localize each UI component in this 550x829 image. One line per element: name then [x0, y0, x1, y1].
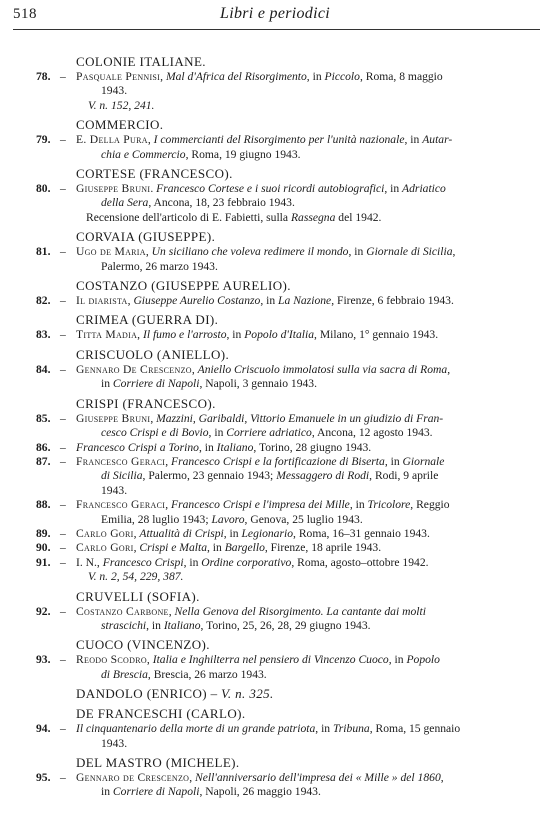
entry — [36, 441, 510, 455]
entry-dash: – — [60, 245, 66, 259]
text-segment: I. N., — [76, 555, 103, 569]
entry — [36, 294, 510, 308]
entry — [36, 771, 510, 800]
text-segment: , — [168, 604, 175, 618]
author-name: Gennaro de Crescenzo — [76, 771, 190, 784]
entry-line — [76, 541, 510, 555]
entry-line — [76, 605, 510, 619]
italic-text: Giornale — [402, 454, 445, 468]
italic-text: Italia e Inghilterra nel pensiero di Vincenzo Cuoco — [152, 653, 389, 667]
italic-text: Corriere di Napoli — [112, 785, 200, 799]
entry-line — [76, 570, 510, 584]
text-segment: 1943. — [101, 736, 128, 750]
section-heading: CRISCUOLO (ANIELLO). — [76, 346, 230, 362]
text-segment: , Milano, 1° gennaio 1943. — [314, 328, 439, 342]
italic-text: Popolo d'Italia — [244, 328, 315, 342]
italic-text: Autar- — [422, 133, 453, 147]
entry-dash: – — [60, 70, 66, 83]
italic-text: Giuseppe Aurelio Costanzo — [133, 294, 261, 308]
text-segment: Palermo, 26 marzo 1943. — [101, 259, 218, 273]
text-segment: , in — [404, 133, 423, 147]
entry-number: 83. — [36, 328, 51, 342]
text-segment: , in — [208, 426, 227, 440]
italic-text: Francesco Crispi a Torino — [76, 440, 199, 454]
entry-dash: – — [60, 771, 66, 784]
text-segment: , Ancona, 12 agosto 1943. — [311, 426, 433, 440]
section-heading: DANDOLO (ENRICO) – V. n. 325. — [76, 686, 274, 702]
cross-reference: – V. n. 325. — [206, 686, 274, 702]
entry-number: 90. — [36, 541, 51, 555]
entry-line — [76, 133, 510, 147]
author-name: Carlo Gori — [76, 541, 134, 555]
author-name: Giuseppe Bruni — [76, 411, 151, 425]
author-name: Ugo de Maria — [76, 245, 146, 259]
text-segment: in — [101, 785, 113, 799]
italic-text: Francesco Crispi — [102, 555, 184, 569]
italic-text: V. n. 152, 241. — [88, 98, 155, 112]
text-segment: , Napoli, 3 gennaio 1943. — [199, 377, 317, 391]
entry-line — [76, 484, 510, 498]
text-segment: . — [150, 182, 157, 196]
italic-text: Legionario — [241, 526, 294, 540]
text-segment: 1943. — [101, 483, 128, 497]
italic-text: Corriere adriatico — [226, 426, 312, 440]
text-segment: , — [150, 411, 157, 425]
entry-line — [76, 99, 510, 113]
entry-line — [76, 70, 510, 84]
entry-number: 79. — [36, 133, 51, 147]
text-segment: , — [165, 498, 171, 512]
entry-number: 81. — [36, 245, 51, 259]
entry-dash: – — [60, 182, 66, 196]
entry-line — [76, 556, 510, 570]
section-heading: COLONIE ITALIANE. — [76, 54, 206, 69]
entry-number: 85. — [36, 411, 51, 425]
text-segment: , — [447, 362, 451, 376]
italic-text: Adriatico — [402, 182, 446, 196]
entry-number: 95. — [36, 771, 51, 784]
text-segment: , — [165, 454, 171, 468]
entry-line — [76, 412, 510, 426]
section-heading: COMMERCIO. — [76, 117, 164, 133]
italic-text: strascichi — [101, 618, 147, 632]
italic-text: Francesco Crispi e la fortificazione di Biserta — [171, 454, 385, 468]
entry-line — [76, 653, 510, 667]
entry-number: 89. — [36, 526, 51, 540]
entry — [36, 182, 510, 225]
entry — [36, 541, 510, 555]
entry-line — [76, 441, 510, 455]
text-segment: , in — [384, 454, 403, 468]
italic-text: cesco Crispi e di Bovio — [101, 426, 209, 440]
section-heading: CORTESE (FRANCESCO). — [76, 166, 233, 182]
text-segment: , — [137, 328, 143, 342]
entry-dash: – — [60, 454, 66, 468]
text-segment: , Roma, 16–31 gennaio 1943. — [293, 526, 430, 540]
entry-dash: – — [60, 294, 66, 308]
entry-line — [76, 260, 510, 274]
entry-line — [76, 455, 510, 469]
entry-number: 80. — [36, 182, 51, 196]
entry — [36, 455, 510, 498]
entry-number: 91. — [36, 555, 51, 569]
italic-text: Francesco Cortese e i suoi ricordi autobiografici — [156, 182, 385, 196]
italic-text: Rassegna — [290, 210, 336, 224]
header-rule — [13, 29, 540, 30]
section-heading: DE FRANCESCHI (CARLO). — [76, 706, 246, 722]
italic-text: Mazzini, Garibaldi, Vittorio Emanuele in un giudizio di Fran- — [156, 411, 444, 425]
entry-dash: – — [60, 653, 66, 667]
entry — [36, 722, 510, 751]
entry-line — [76, 377, 510, 391]
entry-dash: – — [60, 362, 66, 376]
text-segment: , Roma, 8 maggio — [359, 70, 443, 83]
author-name: Reodo Scodro — [76, 653, 147, 667]
section-heading: CRUVELLI (SOFIA). — [76, 588, 200, 604]
author-name: Carlo Gori — [76, 526, 134, 540]
text-segment: , Firenze, 18 aprile 1943. — [264, 541, 382, 555]
italic-text: V. n. 2, 54, 229, 387. — [88, 570, 184, 584]
section-heading: DEL MASTRO (MICHELE). — [76, 755, 240, 770]
author-name: Francesco Geraci — [76, 454, 166, 468]
entry — [36, 498, 510, 527]
entry-number: 92. — [36, 604, 51, 618]
entry — [36, 133, 510, 162]
entry — [36, 245, 510, 274]
text-segment: , Rodi, 9 aprile — [369, 469, 439, 483]
text-segment: , — [145, 245, 152, 259]
entry-line — [76, 196, 510, 210]
italic-text: Nell'anniversario dell'impresa dei « Mille » del 1860 — [195, 771, 441, 784]
entry-number: 84. — [36, 362, 51, 376]
entry-number: 86. — [36, 440, 51, 454]
entry — [36, 70, 510, 113]
entry-number: 88. — [36, 498, 51, 512]
entry-dash: – — [60, 541, 66, 555]
text-segment: , in — [384, 182, 403, 196]
text-segment: Recensione dell'articolo di E. Fabietti, sulla — [86, 210, 291, 224]
entry-number: 94. — [36, 722, 51, 736]
italic-text: chia e Commercio — [101, 147, 186, 161]
italic-text: Tribuna — [332, 722, 370, 736]
text-segment: , in — [198, 440, 217, 454]
italic-text: Corriere di Napoli — [112, 377, 200, 391]
author-name: E. Della Pura — [76, 133, 148, 147]
section-heading: CUOCO (VINCENZO). — [76, 637, 210, 653]
entry-number: 78. — [36, 70, 51, 83]
section-heading: CORVAIA (GIUSEPPE). — [76, 229, 216, 245]
italic-text: Aniello Criscuolo immolatosi sulla via sacra di Roma — [197, 362, 448, 376]
text-segment: , — [189, 771, 196, 784]
entry — [36, 653, 510, 682]
entry-line — [76, 182, 510, 196]
section-heading: COSTANZO (GIUSEPPE AURELIO). — [76, 278, 291, 294]
entry — [36, 605, 510, 634]
entry-line — [76, 363, 510, 377]
author-name: Titta Madia — [76, 328, 138, 342]
entry-dash: – — [60, 555, 66, 569]
italic-text: Ordine corporativo — [201, 555, 292, 569]
entry-number: 82. — [36, 294, 51, 308]
entry-line — [76, 469, 510, 483]
entry-dash: – — [60, 498, 66, 512]
text-segment: , Roma, 19 giugno 1943. — [185, 147, 301, 161]
text-segment: , Roma, 15 gennaio — [369, 722, 461, 736]
entry-dash: – — [60, 328, 66, 342]
italic-text: di Brescia — [101, 667, 148, 681]
text-segment: 1943. — [101, 84, 128, 98]
entry-line — [76, 148, 510, 162]
text-segment: , — [146, 653, 153, 667]
text-segment: , Brescia, 26 marzo 1943. — [147, 667, 267, 681]
italic-text: I commercianti del Risorgimento per l'unità nazionale — [153, 133, 405, 147]
italic-text: della Sera — [101, 196, 149, 210]
italic-text: La Nazione — [278, 294, 332, 308]
text-segment: , Palermo, 23 gennaio 1943; — [142, 469, 277, 483]
italic-text: Un siciliano che voleva redimere il mondo — [151, 245, 349, 259]
entry-dash: – — [60, 526, 66, 540]
text-segment: , in — [146, 618, 164, 632]
entry-line — [76, 426, 510, 440]
text-segment: , in — [207, 541, 225, 555]
text-segment: , — [191, 362, 198, 376]
entry-line — [76, 513, 510, 527]
entry-line — [76, 619, 510, 633]
page-header — [0, 0, 550, 40]
italic-text: Francesco Crispi e l'impresa dei Mille — [171, 498, 350, 512]
italic-text: Nella Genova del Risorgimento. La cantante dai molti — [174, 604, 426, 618]
italic-text: Italiano — [216, 440, 254, 454]
italic-text: Piccolo — [324, 70, 360, 83]
text-segment: , in — [183, 555, 202, 569]
text-segment: , in — [306, 70, 325, 83]
entry — [36, 412, 510, 441]
text-segment: , in — [223, 526, 242, 540]
entry — [36, 556, 510, 585]
text-segment: , in — [388, 653, 407, 667]
entry-dash: – — [60, 722, 66, 736]
entry-number: 93. — [36, 653, 51, 667]
author-name: Pasquale Pennisi — [76, 70, 161, 83]
page-number: 518 — [13, 6, 37, 22]
text-segment: , in — [315, 722, 333, 736]
entry — [36, 328, 510, 342]
text-segment: , — [440, 771, 444, 784]
italic-text: Attualità di Crispi — [139, 526, 224, 540]
author-name: Giuseppe Bruni — [76, 182, 151, 196]
text-segment: , Genova, 25 luglio 1943. — [244, 512, 363, 526]
text-segment: , Napoli, 26 maggio 1943. — [199, 785, 321, 799]
text-segment: , — [452, 245, 456, 259]
entry-dash: – — [60, 440, 66, 454]
italic-text: Mal d'Africa del Risorgimento — [165, 70, 307, 83]
section-heading: CRIMEA (GUERRA DI). — [76, 312, 219, 328]
entry-line — [76, 737, 510, 751]
text-segment: , Reggio — [410, 498, 450, 512]
text-segment: Emilia, 28 luglio 1943; — [101, 512, 212, 526]
text-segment: , in — [260, 294, 279, 308]
entry-dash: – — [60, 604, 66, 618]
entry-line — [76, 328, 510, 342]
author-name: Costanzo Carbone — [76, 604, 169, 618]
author-name: Gennaro De Crescenzo — [76, 362, 192, 376]
entry-line — [76, 722, 510, 736]
entry-line — [76, 498, 510, 512]
italic-text: Popolo — [406, 653, 440, 667]
bibliography-list — [0, 50, 550, 800]
italic-text: Giornale di Sicilia — [366, 245, 453, 259]
text-segment: , Torino, 28 giugno 1943. — [253, 440, 372, 454]
entry-line — [76, 527, 510, 541]
italic-text: Lavoro — [211, 512, 245, 526]
text-segment: del 1942. — [335, 210, 382, 224]
text-segment: , — [127, 294, 134, 308]
text-segment: , in — [226, 328, 245, 342]
author-name: Francesco Geraci — [76, 498, 166, 512]
italic-text: Il fumo e l'arrosto — [142, 328, 227, 342]
entry-dash: – — [60, 133, 66, 147]
entry-dash: – — [60, 411, 66, 425]
italic-text: di Sicilia — [101, 469, 143, 483]
italic-text: Italiano — [163, 618, 201, 632]
section-heading: CRISPI (FRANCESCO). — [76, 395, 216, 411]
text-segment: , — [133, 541, 140, 555]
italic-text: Messaggero di Rodi — [276, 469, 370, 483]
entry-line — [76, 668, 510, 682]
author-name: Il diarista — [76, 294, 128, 308]
italic-text: Bargello — [224, 541, 265, 555]
running-title: Libri e periodici — [220, 5, 330, 22]
text-segment: in — [101, 377, 113, 391]
italic-text: Crispi e Malta — [139, 541, 207, 555]
text-segment: , Firenze, 6 febbraio 1943. — [331, 294, 454, 308]
italic-text: Tricolore — [367, 498, 411, 512]
entry-line — [76, 785, 510, 799]
text-segment: , — [160, 70, 166, 83]
entry-line — [76, 84, 510, 98]
text-segment: , Ancona, 18, 23 febbraio 1943. — [148, 196, 295, 210]
entry-line — [76, 294, 510, 308]
text-segment: , — [133, 526, 140, 540]
entry-number: 87. — [36, 454, 51, 468]
text-segment: , Roma, agosto–ottobre 1942. — [291, 555, 429, 569]
entry-line — [76, 211, 510, 225]
entry-line — [76, 771, 510, 785]
text-segment: , in — [349, 498, 368, 512]
entry-line — [76, 245, 510, 259]
text-segment: , — [147, 133, 154, 147]
text-segment: , Torino, 25, 26, 28, 29 giugno 1943. — [200, 618, 371, 632]
entry — [36, 363, 510, 392]
entry — [36, 527, 510, 541]
text-segment: , in — [348, 245, 367, 259]
italic-text: Il cinquantenario della morte di un grande patriota — [76, 722, 316, 736]
